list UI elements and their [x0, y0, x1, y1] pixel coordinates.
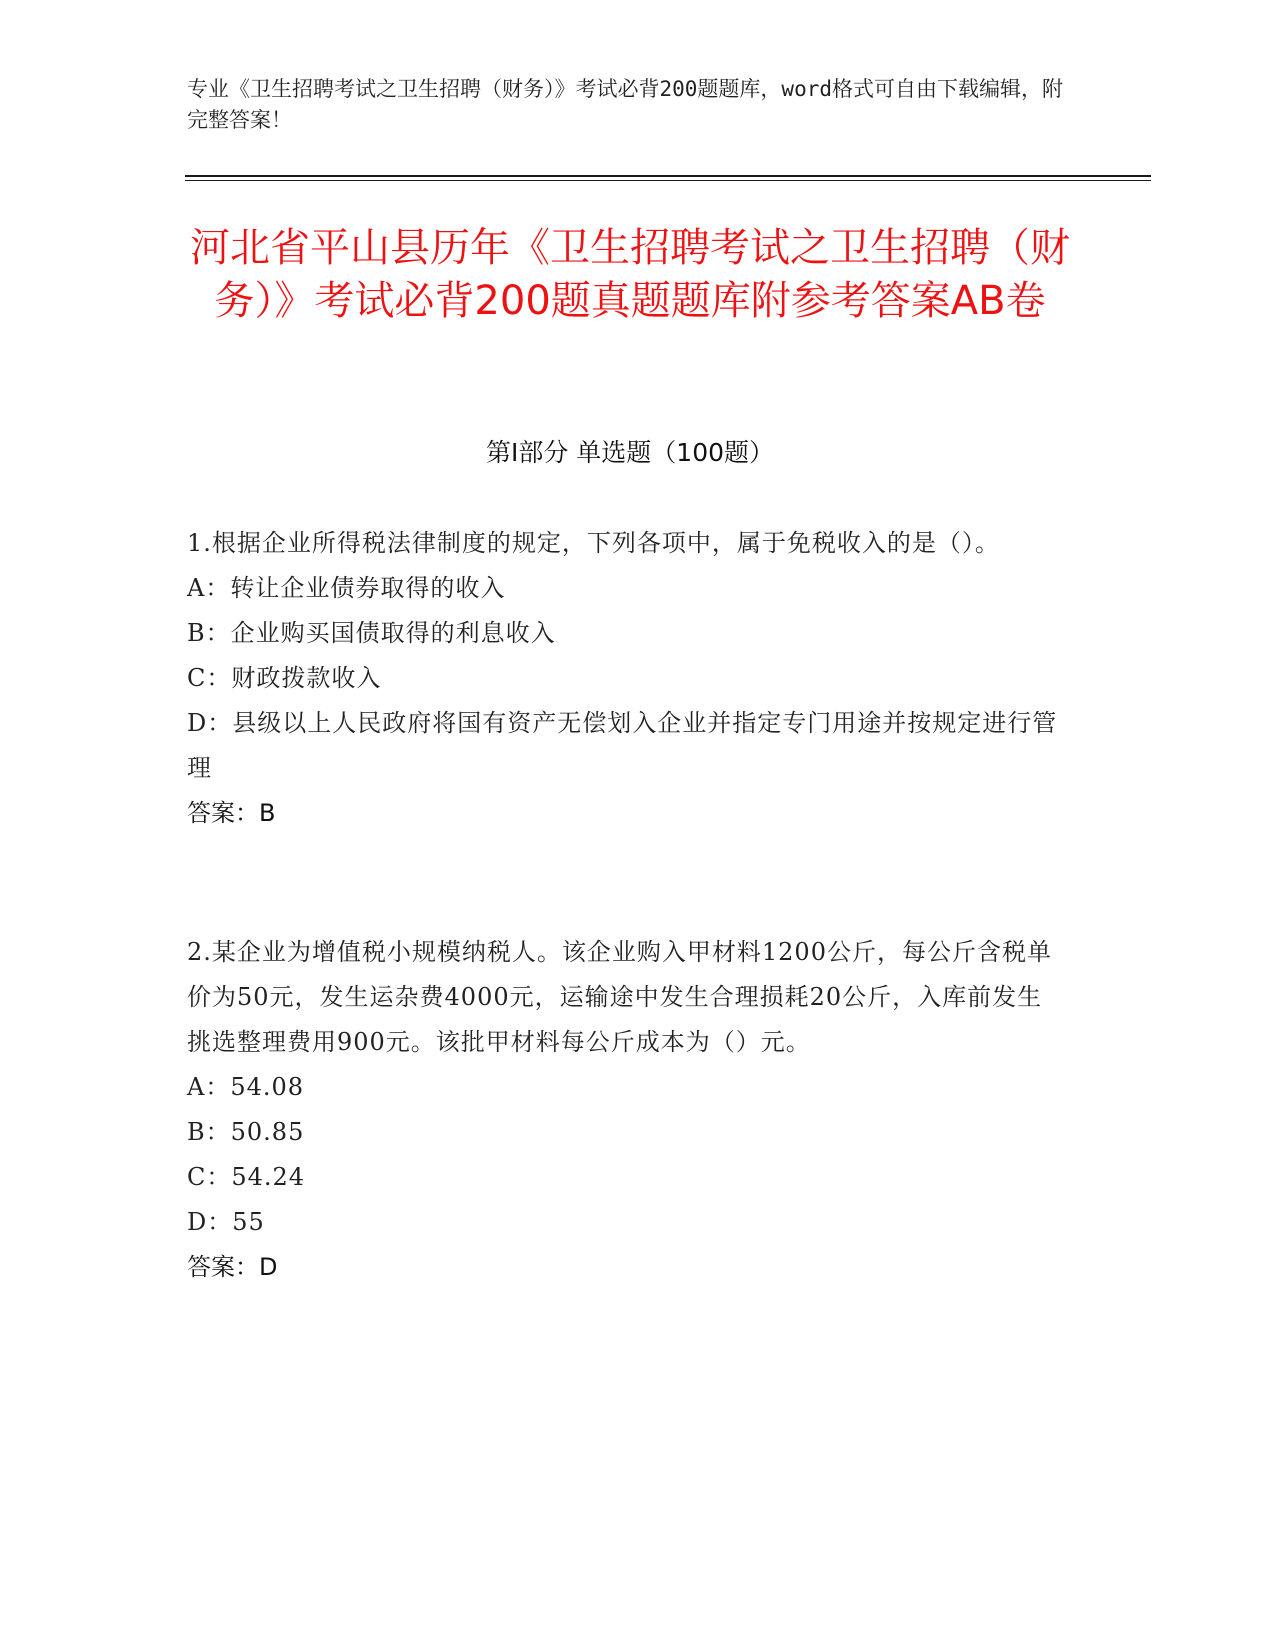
option-b: B：50.85	[187, 1118, 305, 1146]
option-c: C：财政拨款收入	[187, 664, 382, 692]
option-a: A：转让企业债券取得的收入	[187, 574, 506, 602]
option-d: D：县级以上人民政府将国有资产无偿划入企业并指定专门用途并按规定进行管理	[187, 709, 1058, 782]
section-title: 第Ⅰ部分 单选题（100题）	[485, 438, 775, 467]
question-1	[187, 521, 1067, 836]
header-divider-thick	[185, 175, 1151, 177]
option-a: A：54.08	[187, 1073, 305, 1101]
header-divider-thin	[185, 180, 1151, 181]
answer: 答案：B	[187, 799, 276, 827]
answer: 答案：D	[187, 1253, 278, 1281]
option-c: C：54.24	[187, 1163, 306, 1191]
question-2	[187, 930, 1067, 1290]
question-stem: 1.根据企业所得税法律制度的规定，下列各项中，属于免税收入的是（）。	[187, 529, 1000, 557]
document-title: 河北省平山县历年《卫生招聘考试之卫生招聘（财务）》考试必背200题真题题库附参考答案AB卷	[190, 225, 1070, 324]
header-note: 专业《卫生招聘考试之卫生招聘（财务）》考试必背200题题库，word格式可自由下载编辑，附完整答案！	[187, 77, 1063, 132]
option-b: B：企业购买国债取得的利息收入	[187, 619, 556, 647]
option-d: D：55	[187, 1208, 265, 1236]
question-stem: 2.某企业为增值税小规模纳税人。该企业购入甲材料1200公斤，每公斤含税单价为50元，发生运杂费4000元，运输途中发生合理损耗20公斤，入库前发生挑选整理费用900元。该批甲材料每公斤成本为（）元。	[187, 938, 1052, 1056]
